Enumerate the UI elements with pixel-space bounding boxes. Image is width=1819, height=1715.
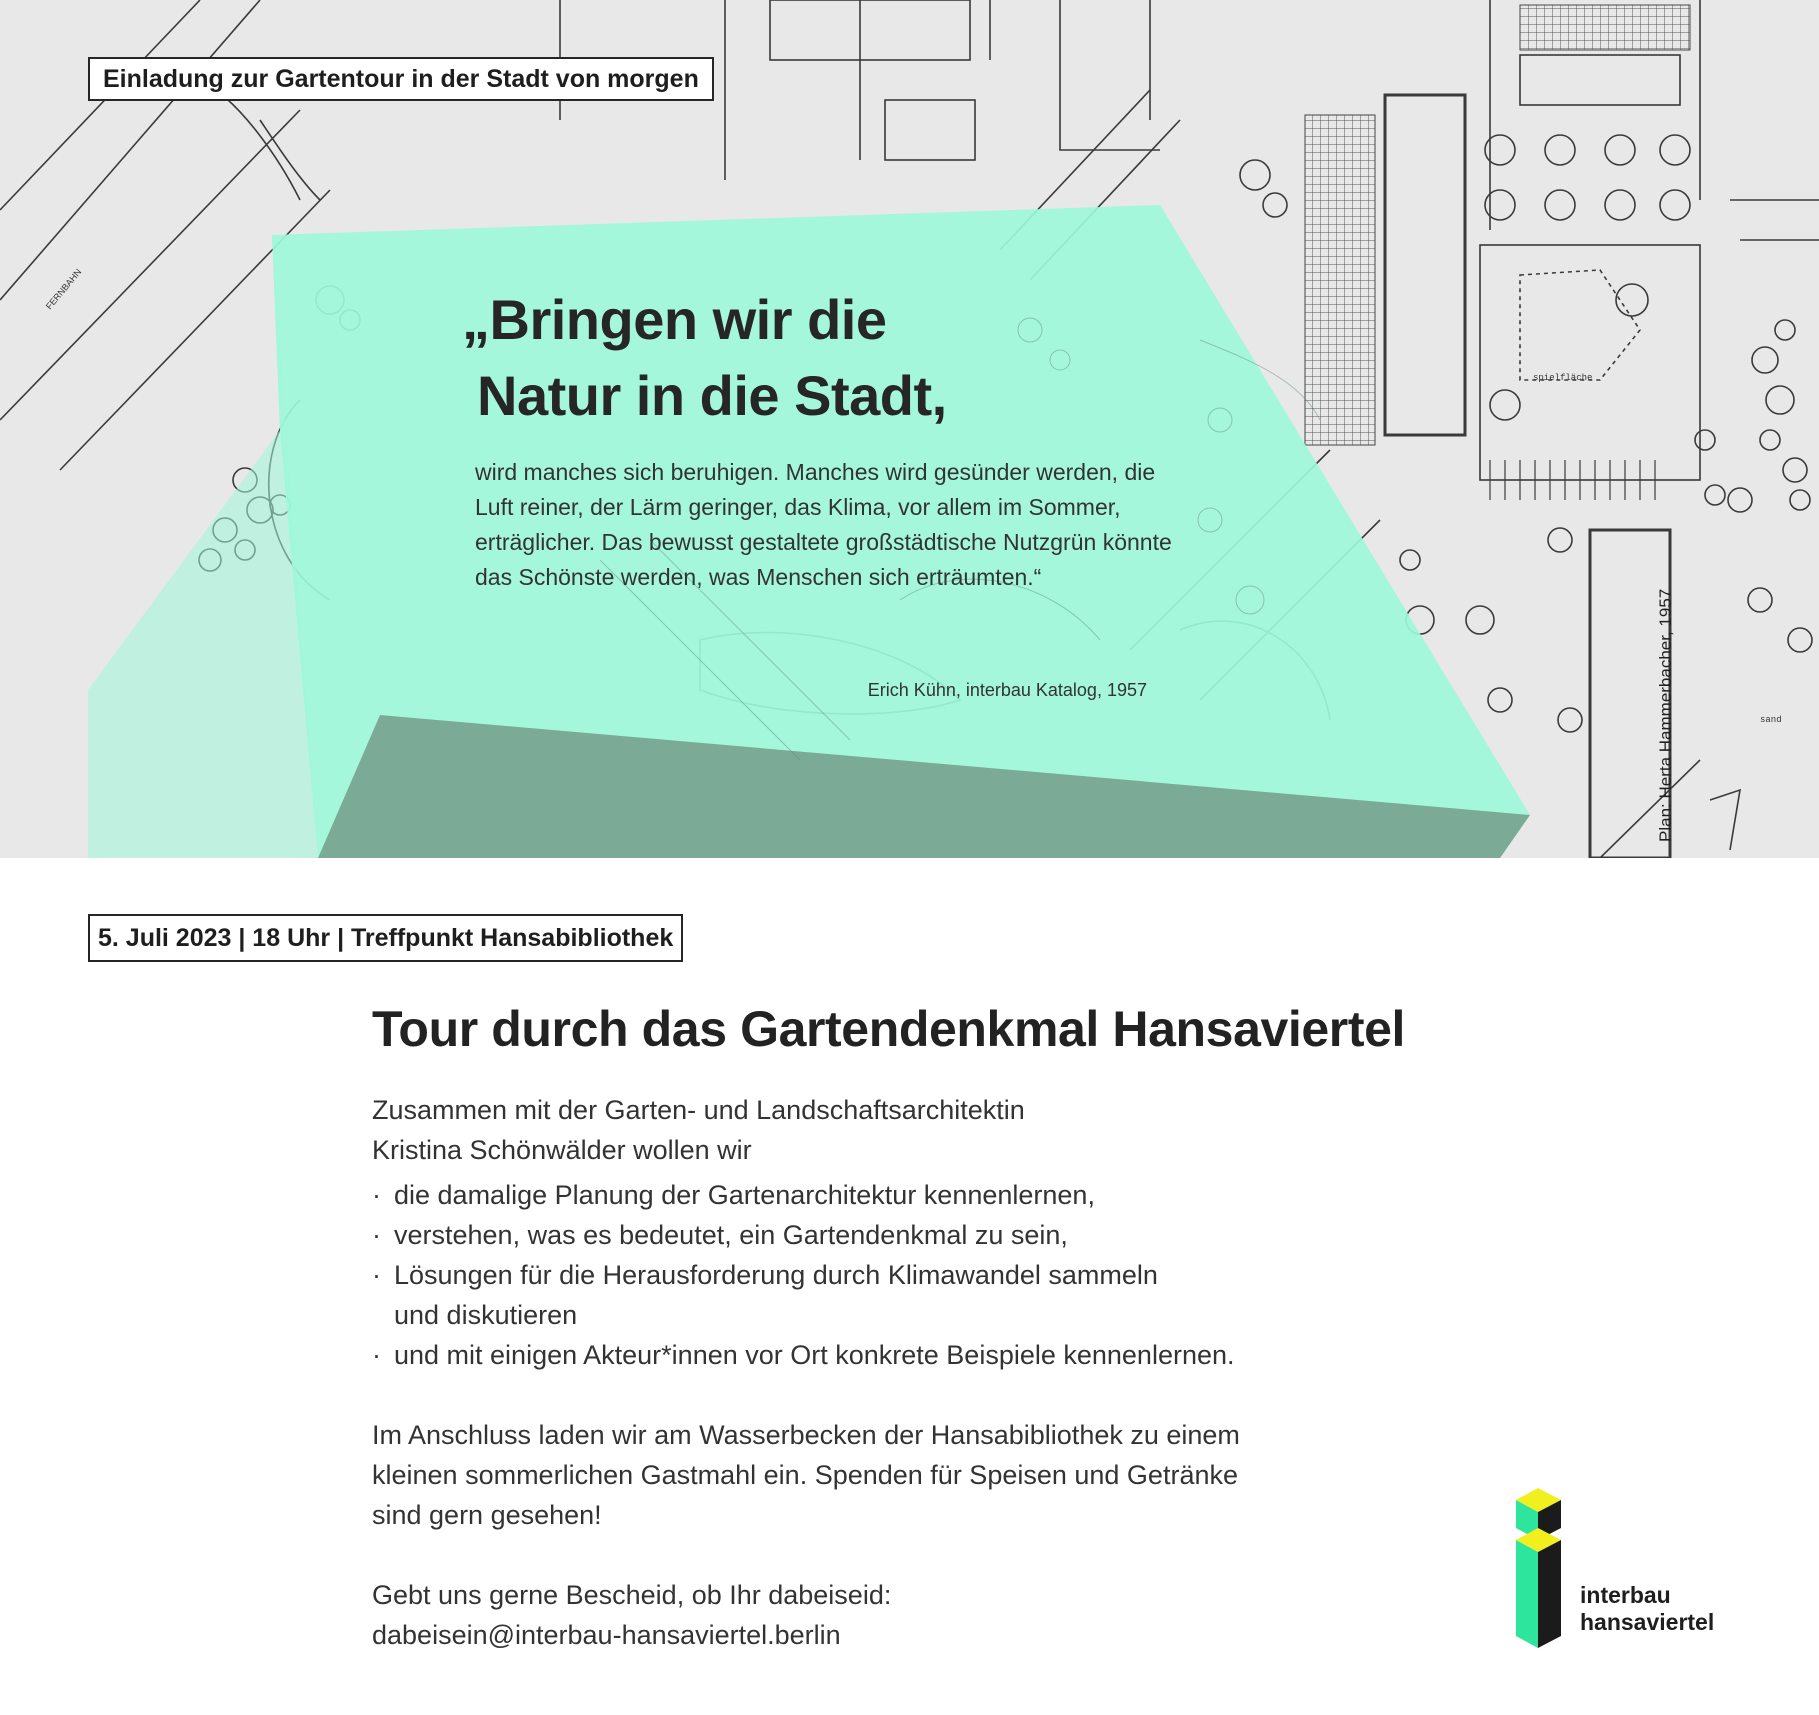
sand-label: sand bbox=[1760, 715, 1782, 725]
intro-line1: Zusammen mit der Garten- und Landschaftsarchitektin bbox=[372, 1095, 1025, 1125]
interbau-logo-icon bbox=[1516, 1480, 1576, 1650]
tour-description bbox=[372, 1090, 1372, 1655]
logo-wordmark bbox=[1580, 1582, 1714, 1636]
list-item: · verstehen, was es bedeutet, ein Gartendenkmal zu sein, bbox=[372, 1215, 1372, 1255]
quote-headline-line2: Natur in die Stadt, bbox=[477, 364, 947, 427]
bullet-marker: · bbox=[372, 1260, 381, 1290]
after-line3: sind gern gesehen! bbox=[372, 1500, 602, 1530]
goals-list bbox=[372, 1175, 1372, 1375]
invitation-tag: Einladung zur Gartentour in der Stadt von morgen bbox=[88, 57, 714, 101]
quote-body: wird manches sich beruhigen. Manches wird gesünder werden, die Luft reiner, der Lärm geringer, das Klima, vor allem im Sommer, erträglicher. Das bewusst gestaltete großstädtische Nutzgrün könnte das Schönste werden, was Menschen sich erträumten.“ bbox=[475, 459, 1172, 590]
bullet-marker: · bbox=[372, 1340, 381, 1370]
bullet-marker: · bbox=[372, 1220, 381, 1250]
contact-line: Gebt uns gerne Bescheid, ob Ihr dabeiseid: bbox=[372, 1580, 892, 1610]
plan-credit: Plan: Herta Hammerbacher, 1957 bbox=[1656, 588, 1675, 842]
logo-line1: interbau bbox=[1580, 1582, 1671, 1608]
bullet-marker: · bbox=[372, 1180, 381, 1210]
intro-line2: Kristina Schönwälder wollen wir bbox=[372, 1135, 752, 1165]
contact-email[interactable]: dabeisein@interbau-hansaviertel.berlin bbox=[372, 1620, 841, 1650]
quote-source: Erich Kühn, interbau Katalog, 1957 bbox=[867, 680, 1147, 700]
after-line2: kleinen sommerlichen Gastmahl ein. Spenden für Speisen und Getränke bbox=[372, 1460, 1238, 1490]
quote-headline bbox=[462, 282, 947, 434]
after-line1: Im Anschluss laden wir am Wasserbecken der Hansabibliothek zu einem bbox=[372, 1420, 1240, 1450]
quote-headline-line1: „Bringen wir die bbox=[462, 288, 887, 351]
event-date-tag: 5. Juli 2023 | 18 Uhr | Treffpunkt Hansabibliothek bbox=[88, 914, 683, 962]
tour-title: Tour durch das Gartendenkmal Hansaviertel bbox=[372, 1001, 1405, 1057]
list-item: · und mit einigen Akteur*innen vor Ort konkrete Beispiele kennenlernen. bbox=[372, 1335, 1372, 1375]
spielflaeche-label: spielfläche bbox=[1533, 373, 1593, 383]
list-item: · die damalige Planung der Gartenarchitektur kennenlernen, bbox=[372, 1175, 1372, 1215]
list-item: · Lösungen für die Herausforderung durch Klimawandel sammeln und diskutieren bbox=[372, 1255, 1372, 1335]
fernbahn-label: FERNBAHN bbox=[43, 266, 84, 312]
logo-line2: hansaviertel bbox=[1580, 1609, 1715, 1635]
